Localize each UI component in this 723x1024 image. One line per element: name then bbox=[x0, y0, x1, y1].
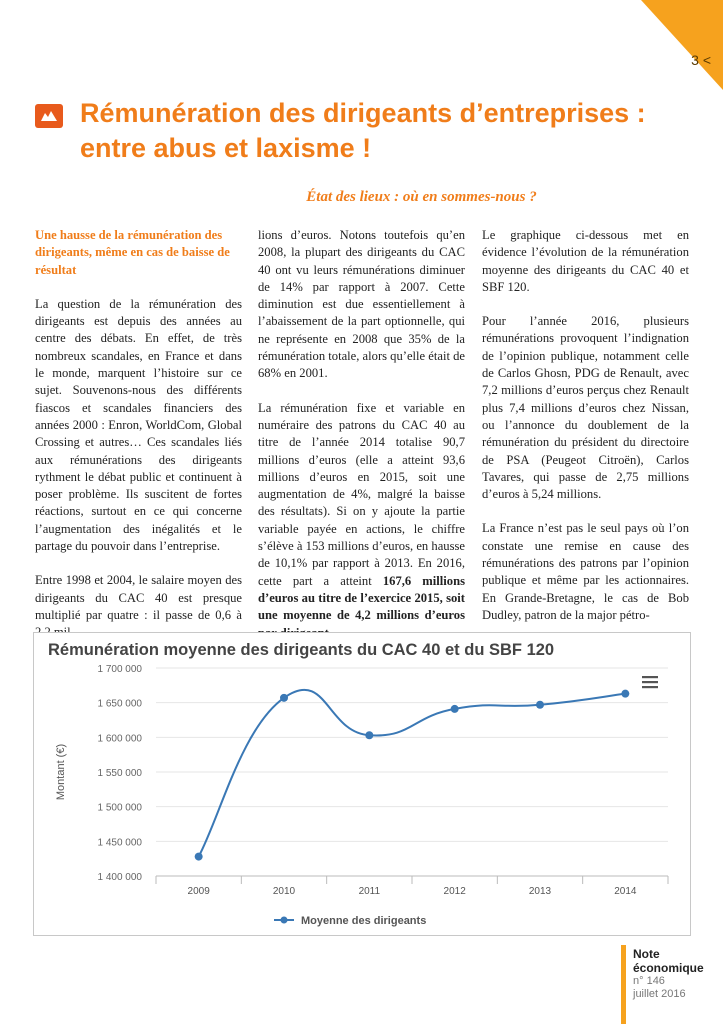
footer-title-2: économique bbox=[633, 961, 704, 975]
data-point bbox=[451, 705, 459, 713]
paragraph: La question de la rémunération des dirigeants est depuis des années au centre des débats. En effet, de très nombreux scandales, en France et dans le monde, marquent l’histoire sur ce sujet. Souvenons-nous des différents fiascos et scandales financiers des années 2000 : Enron, WorldCom, Global Crossing et autres… Ces scandales liés aux rémunérations des dirigeants rythment le débat public et continuent à poser problème. Ils suscitent de fortes réactions, surtout en ce qui concerne l’augmentation des inégalités et le partage du pouvoir dans l’entreprise. bbox=[35, 296, 242, 554]
y-tick-label: 1 500 000 bbox=[97, 802, 142, 814]
y-tick-label: 1 400 000 bbox=[97, 872, 142, 883]
y-tick-label: 1 600 000 bbox=[97, 733, 142, 745]
chart-svg bbox=[34, 633, 690, 935]
y-tick-label: 1 450 000 bbox=[97, 837, 142, 849]
column-2 bbox=[258, 227, 465, 659]
paragraph: La France n’est pas le seul pays où l’on constate une remise en cause des rémunérations des patrons par l’opinion publique et même par les actionnaires. En Grande-Bretagne, le cas de Bob Dudley, patron de la major pétro- bbox=[482, 521, 689, 622]
legend-label: Moyenne des dirigeants bbox=[301, 915, 427, 927]
paragraph bbox=[258, 400, 465, 642]
column-1 bbox=[35, 227, 242, 659]
legend-marker bbox=[281, 917, 288, 924]
paragraph-text: La rémunération fixe et variable en numéraire des patrons du CAC 40 au titre de l’année 2014 totalise 90,7 millions d’euros (elle a atteint 93,6 millions d’euros en 2015, soit une augmentation de 4%, malgré la baisse des résultats). Si on y ajoute la partie variable payée en actions, le chiffre s’élève à 153 millions d’euros, en hausse de 10,1% par rapport à 2013. En 2016, cette part a atteint bbox=[258, 400, 465, 588]
paragraph: Pour l’année 2016, plusieurs rémunérations provoquent l’indignation de l’opinion publique, notamment celle de Carlos Ghosn, PDG de Renault, avec 7,2 millions d’euros perçus chez Renault plus 7,4 millions d’euros chez Nissan, ou l’annonce du doublement de la rémunération du président du directoire de PSA (Peugeot Citroën), Carlos Tavares, qui passe de 2,75 millions d’euros à 5,24 millions. bbox=[482, 314, 689, 502]
data-point bbox=[536, 701, 544, 709]
page-number: 3 < bbox=[691, 52, 711, 68]
data-point bbox=[280, 694, 288, 702]
paragraph: lions d’euros. Notons toutefois qu’en 2008, la plupart des dirigeants du CAC 40 ont vu leurs rémunérations diminuer de 14% par rapport à 2007. Cette diminution est due essentiellement à l’abaissement de la part optionnelle, qui ne représente en 2008 que 35% de la rémunération totale, alors qu’elle était de 68% en 2001. bbox=[258, 228, 466, 381]
x-tick-label: 2010 bbox=[272, 886, 296, 897]
data-point bbox=[195, 853, 203, 861]
y-tick-label: 1 550 000 bbox=[97, 768, 142, 779]
column-3 bbox=[482, 227, 689, 641]
issue-date: juillet 2016 bbox=[633, 988, 686, 1000]
y-tick-label: 1 700 000 bbox=[97, 664, 142, 675]
compensation-chart bbox=[33, 632, 691, 936]
x-tick-label: 2009 bbox=[187, 886, 210, 897]
data-point bbox=[365, 731, 373, 739]
y-axis-label: Montant (€) bbox=[55, 743, 67, 801]
page-corner-tab bbox=[641, 0, 723, 90]
section-heading: Une hausse de la rémunération des dirigeants, même en cas de baisse de résultat bbox=[35, 228, 230, 277]
article-subtitle: État des lieux : où en sommes-nous ? bbox=[306, 189, 537, 205]
chart-title: Rémunération moyenne des dirigeants du CAC 40 et du SBF 120 bbox=[48, 641, 555, 659]
data-point bbox=[621, 690, 629, 698]
footer-title: Note bbox=[633, 947, 660, 961]
footer bbox=[633, 947, 704, 1001]
x-tick-label: 2013 bbox=[528, 886, 552, 897]
y-tick-label: 1 650 000 bbox=[97, 698, 142, 710]
x-tick-label: 2012 bbox=[443, 886, 466, 897]
x-tick-label: 2014 bbox=[614, 886, 637, 897]
paragraph: Entre 1998 et 2004, le salaire moyen des dirigeants du CAC 40 est presque multiplié par quatre : il passe de 0,6 à bbox=[35, 573, 242, 622]
footer-accent-bar bbox=[621, 945, 626, 1024]
section-icon bbox=[35, 104, 63, 128]
article-title: Rémunération des dirigeants d’entreprises : entre abus et laxisme ! bbox=[80, 98, 646, 163]
x-tick-label: 2011 bbox=[358, 886, 381, 897]
hamburger-icon[interactable] bbox=[642, 676, 658, 688]
series-line bbox=[199, 690, 626, 857]
highlighted-text: 167,6 millions d’euros au titre de l’exercice 2015, soit une moyenne de 4,2 millions d’euros bbox=[258, 573, 465, 623]
issue-number: n° 146 bbox=[633, 975, 665, 987]
paragraph: Le graphique ci-dessous met en évidence l’évolution de la rémunération moyenne des dirigeants du CAC 40 et SBF 120. bbox=[482, 228, 689, 294]
